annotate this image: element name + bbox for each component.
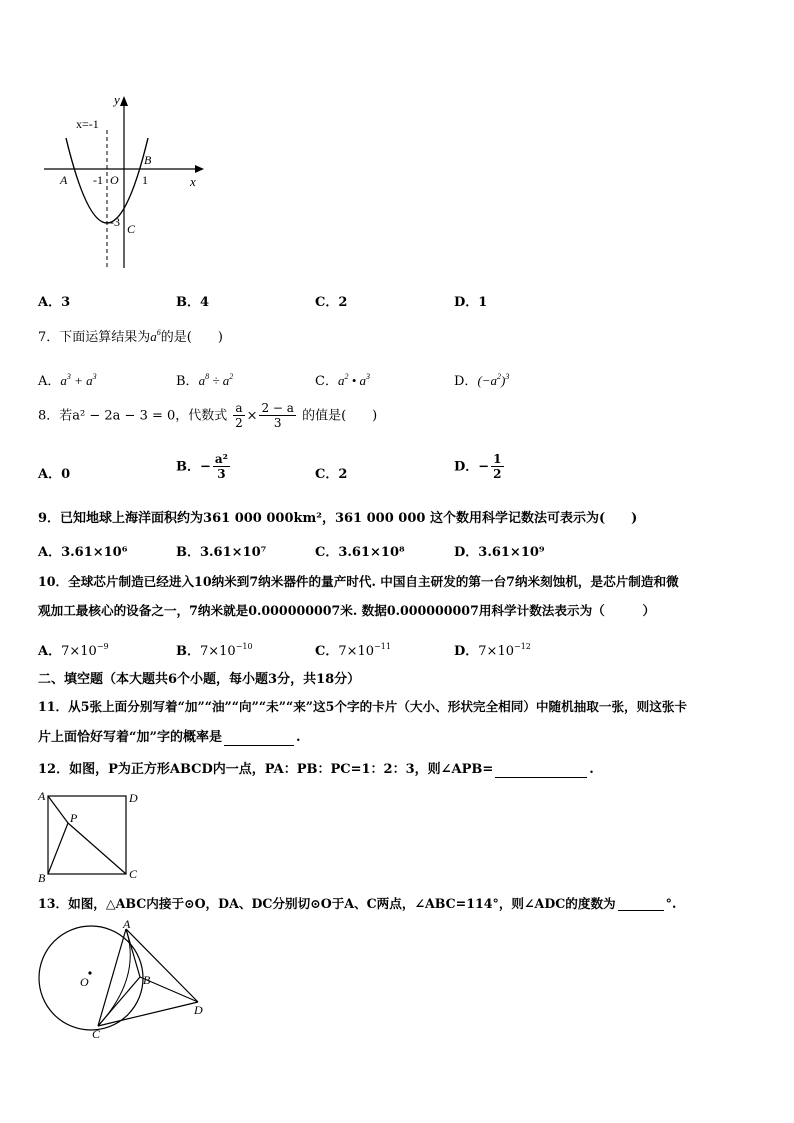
segment-pc (68, 823, 126, 874)
circle-figure (34, 918, 220, 1042)
q9-option-d: D．3.61×10⁹ (454, 545, 545, 560)
q7-option-b: B．$a^8 \div a^2$ (176, 372, 234, 389)
q11-answer-blank[interactable] (224, 744, 294, 746)
tick-neg1: -1 (93, 173, 103, 187)
q7-stem (38, 329, 223, 346)
point-b-label: B (144, 153, 152, 167)
q8-option-c: C．2 (315, 467, 348, 482)
q12-stem: 12．如图，P为正方形ABCD内一点，PA：PB：PC=1：2：3，则∠APB= . (38, 762, 594, 777)
label-c: C (92, 1027, 101, 1041)
tick-pos1: 1 (142, 173, 148, 187)
label-o: O (80, 975, 89, 989)
q8-fraction-1: $\frac{a}{2}$ (235, 401, 243, 430)
label-p: P (70, 811, 78, 825)
q13-stem: 13．如图，△ABC内接于⊙O，DA、DC分别切⊙O于A、C两点，∠ABC=114°，则∠ADC的度数为 °. (38, 896, 677, 911)
y-axis-arrow (120, 96, 128, 106)
q9-option-a: A．3.61×10⁶ (38, 545, 128, 560)
q7-stem-suffix: 的是( ) (160, 330, 223, 345)
q10-option-a: A．$7\times 10^{-9}$ (38, 642, 109, 659)
tick-neg3: -3 (110, 215, 120, 229)
square-figure (36, 788, 146, 884)
section-2-heading: 二、填空题（本大题共6个小题，每小题3分，共18分） (38, 672, 361, 687)
q8-option-a: A．0 (38, 467, 71, 482)
q10-option-b: B．$7\times 10^{-10}$ (176, 642, 253, 659)
q6-option-d: D．1 (454, 295, 488, 310)
q7-option-c: C．$a^2$ • $a^3$ (315, 372, 371, 389)
origin-label: O (110, 173, 119, 187)
q8-stem-suffix: 的值是( ) (302, 408, 378, 424)
x-axis-arrow (195, 165, 204, 173)
q12-answer-blank[interactable] (495, 776, 587, 778)
q13-answer-blank[interactable] (618, 909, 664, 911)
q7-target-expr: $a^6$ (150, 328, 161, 344)
q8-stem-prefix: 8．若a² − 2a − 3 = 0，代数式 (38, 408, 228, 424)
center-dot (88, 971, 91, 974)
q7-option-d: D．$(-a^2)^3$ (454, 372, 510, 389)
label-a: A (123, 918, 131, 931)
tangent-dc (98, 1002, 198, 1026)
square-abcd (48, 796, 126, 874)
point-a-label: A (60, 173, 68, 187)
q10-option-d: D．$7\times 10^{-12}$ (454, 642, 531, 659)
q10-stem-line2: 观加工最核心的设备之一，7纳米就是0.000000007米. 数据0.000000007用科学计数法表示为（ ） (38, 603, 656, 618)
segment-ac (98, 929, 126, 1026)
label-c: C (129, 867, 138, 881)
q10-option-c: C．$7\times 10^{-11}$ (315, 642, 391, 659)
q6-option-c: C．2 (315, 295, 348, 310)
label-d: D (194, 1003, 203, 1017)
segment-pb (48, 823, 68, 874)
label-b: B (143, 973, 151, 987)
q6-option-a: A．3 (38, 295, 71, 310)
q8-fraction-2: $\frac{2 - a}{3}$ (261, 401, 294, 430)
q11-stem-line2: 片上面恰好写着“加”字的概率是 . (38, 730, 301, 745)
symmetry-label: x=-1 (76, 117, 99, 131)
parabola-graph (40, 88, 210, 273)
q8-stem: 8．若a² − 2a − 3 = 0，代数式 $\frac{a}{2}$ × $\frac{2 - a}{3}$ 的值是( ) (38, 401, 378, 430)
x-axis-label: x (190, 174, 196, 189)
q6-option-b: B．4 (176, 295, 210, 310)
q11-stem-line1: 11．从5张上面分别写着“加”“油”“向”“未”“来”这5个字的卡片（大小、形状完全相同）中随机抽取一张，则这张卡 (38, 699, 688, 714)
q10-stem-line1: 10．全球芯片制造已经进入10纳米到7纳米器件的量产时代. 中国自主研发的第一台7纳米刻蚀机，是芯片制造和微 (38, 574, 679, 589)
label-a: A (38, 789, 46, 803)
arc-ac (98, 929, 130, 1026)
segment-pa (48, 796, 68, 823)
q9-option-b: B．3.61×10⁷ (176, 545, 267, 560)
q8-option-d: D．− $\frac{1}{2}$ (454, 452, 502, 481)
q7-stem-prefix: 7．下面运算结果为 (38, 330, 151, 345)
label-b: B (38, 871, 46, 884)
label-d: D (129, 791, 138, 805)
q9-stem: 9．已知地球上海洋面积约为361 000 000km²，361 000 000 这个数用科学记数法可表示为( ) (38, 511, 638, 526)
q8-option-b: B．− $\frac{\text{a²}}{3}$ (176, 452, 228, 481)
q7-option-a: A．$a^3 + a^3$ (38, 372, 97, 389)
point-c-label: C (127, 222, 136, 236)
q9-option-c: C．3.61×10⁸ (315, 545, 405, 560)
y-axis-label: y (114, 92, 120, 107)
